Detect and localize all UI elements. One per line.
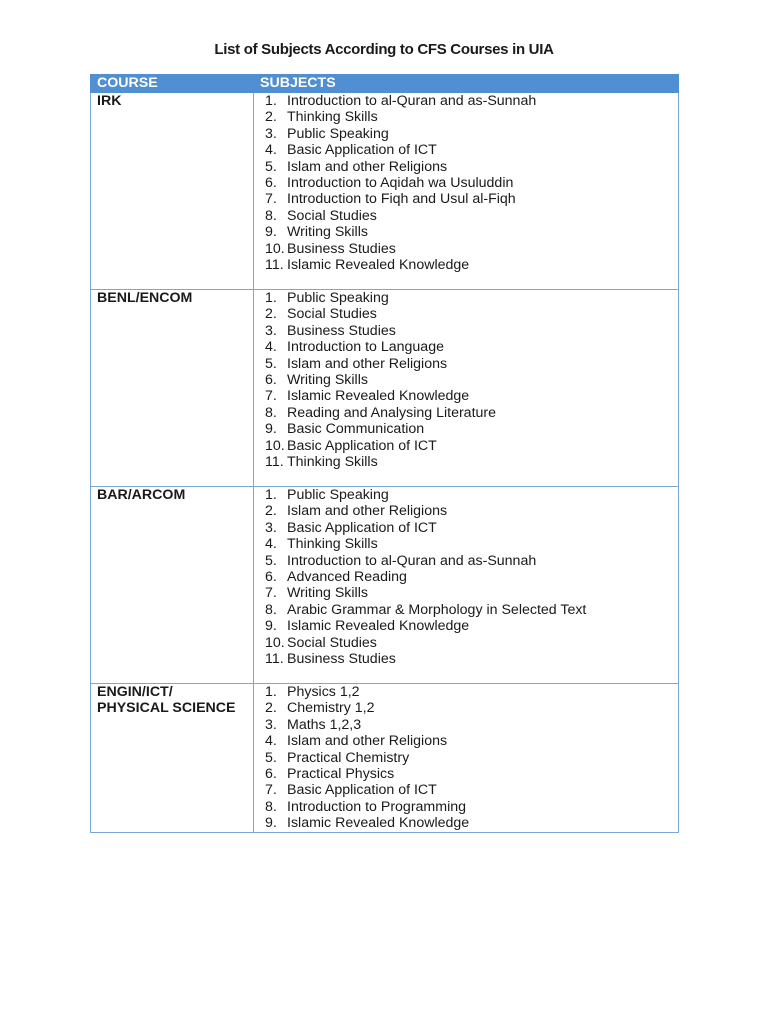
list-item-number: 1. [265,684,277,700]
list-item [265,733,678,749]
subject-name: Introduction to al-Quran and as-Sunnah [287,93,537,109]
subject-name: Islamic Revealed Knowledge [287,388,470,405]
subject-name: Islam and other Religions [287,503,448,520]
list-item-number: 8. [265,798,277,815]
list-item [265,93,678,109]
list-item-number: 3. [265,322,277,339]
list-item-number: 8. [265,404,277,421]
list-item [265,766,678,782]
list-item [265,700,678,716]
subject-name: Introduction to Language [287,339,444,356]
subject-name: Introduction to al-Quran and as-Sunnah [287,552,537,569]
list-item [265,339,678,355]
subjects-cell [254,487,679,684]
list-item-number: 5. [265,749,277,766]
list-item [265,191,678,207]
list-item [265,290,678,306]
list-item-number: 1. [265,93,277,109]
list-item [265,569,678,585]
list-item-number: 9. [265,815,277,832]
subject-name: Advanced Reading [287,568,407,585]
subject-name: Business Studies [287,650,396,667]
course-name: BAR/ARCOM [91,487,254,684]
document-title: List of Subjects According to CFS Courses in UIA [214,41,554,58]
list-item-number: 5. [265,355,277,372]
table-row [91,290,679,487]
list-item-number: 6. [265,568,277,585]
subject-name: Basic Application of ICT [287,519,437,536]
list-item [265,388,678,404]
list-item [265,208,678,224]
subject-name: Practical Physics [287,765,395,782]
subject-name: Social Studies [287,207,377,224]
list-item-number: 9. [265,618,277,635]
list-item-number: 10. [265,240,285,257]
subject-name: Thinking Skills [287,109,378,126]
subject-name: Practical Chemistry [287,749,410,766]
subject-name: Maths 1,2,3 [287,716,362,733]
list-item-number: 3. [265,125,277,142]
subject-name: Basic Application of ICT [287,437,437,454]
header-subjects: SUBJECTS [254,75,679,93]
list-item [265,372,678,388]
subject-name: Thinking Skills [287,453,378,470]
list-item-number: 1. [265,487,277,503]
subject-name: Islam and other Religions [287,158,448,175]
list-item-number: 10. [265,634,285,651]
subject-name: Writing Skills [287,371,368,388]
subjects-cell [254,290,679,487]
list-item [265,503,678,519]
subject-name: Business Studies [287,322,396,339]
subject-name: Islamic Revealed Knowledge [287,815,470,832]
subject-name: Reading and Analysing Literature [287,404,497,421]
list-item-number: 2. [265,306,277,323]
list-item-number: 7. [265,388,277,405]
list-item [265,257,678,273]
list-item [265,142,678,158]
subjects-cell [254,93,679,290]
list-item [265,421,678,437]
subject-name: Public Speaking [287,125,389,142]
list-item-number: 1. [265,290,277,306]
header-course: COURSE [91,75,254,93]
subjects-table [90,74,679,833]
subject-name: Islamic Revealed Knowledge [287,618,470,635]
list-item-number: 6. [265,174,277,191]
subject-name: Basic Communication [287,421,425,438]
list-item [265,553,678,569]
subject-name: Writing Skills [287,224,368,241]
list-item-number: 6. [265,765,277,782]
list-item-number: 7. [265,585,277,602]
list-item [265,717,678,733]
list-item-number: 11. [265,650,284,667]
subject-list [265,487,678,667]
subject-name: Basic Application of ICT [287,142,437,159]
subject-name: Social Studies [287,634,377,651]
list-item [265,487,678,503]
list-item [265,175,678,191]
list-item [265,454,678,470]
subject-name: Islam and other Religions [287,355,448,372]
list-item [265,405,678,421]
list-item [265,815,678,831]
subject-name: Islamic Revealed Knowledge [287,256,470,273]
table-header-row [91,75,679,93]
list-item [265,585,678,601]
list-item [265,323,678,339]
course-name: IRK [91,93,254,290]
list-item [265,799,678,815]
list-item-number: 9. [265,421,277,438]
subject-name: Thinking Skills [287,536,378,553]
course-name: ENGIN/ICT/ PHYSICAL SCIENCE [91,684,254,833]
list-item [265,159,678,175]
subject-name: Public Speaking [287,487,389,503]
list-item-number: 4. [265,339,277,356]
subject-name: Social Studies [287,306,377,323]
subject-name: Physics 1,2 [287,684,360,700]
subject-name: Public Speaking [287,290,389,306]
list-item-number: 5. [265,158,277,175]
list-item [265,684,678,700]
subject-name: Introduction to Programming [287,798,467,815]
list-item [265,356,678,372]
list-item-number: 5. [265,552,277,569]
list-item [265,635,678,651]
subject-name: Basic Application of ICT [287,782,437,799]
list-item-number: 6. [265,371,277,388]
course-name: BENL/ENCOM [91,290,254,487]
subject-list [265,93,678,273]
list-item-number: 4. [265,536,277,553]
table-row [91,487,679,684]
list-item-number: 11. [265,453,284,470]
list-item [265,536,678,552]
list-item [265,618,678,634]
list-item [265,651,678,667]
list-item-number: 9. [265,224,277,241]
list-item-number: 4. [265,142,277,159]
subject-name: Business Studies [287,240,396,257]
list-item-number: 3. [265,716,277,733]
list-item-number: 4. [265,733,277,750]
subject-list [265,684,678,832]
list-item [265,750,678,766]
subject-name: Introduction to Aqidah wa Usuluddin [287,174,514,191]
subject-name: Arabic Grammar & Morphology in Selected Text [287,601,587,618]
list-item [265,126,678,142]
list-item [265,224,678,240]
list-item [265,782,678,798]
list-item [265,438,678,454]
list-item [265,520,678,536]
subject-name: Chemistry 1,2 [287,700,375,717]
list-item-number: 2. [265,700,277,717]
subject-name: Writing Skills [287,585,368,602]
list-item-number: 7. [265,191,277,208]
table-row [91,93,679,290]
list-item [265,306,678,322]
list-item-number: 8. [265,207,277,224]
list-item-number: 3. [265,519,277,536]
subjects-cell [254,684,679,833]
list-item [265,241,678,257]
list-item-number: 11. [265,256,284,273]
subject-name: Islam and other Religions [287,733,448,750]
list-item-number: 10. [265,437,285,454]
list-item [265,602,678,618]
table-row [91,684,679,833]
subject-name: Introduction to Fiqh and Usul al-Fiqh [287,191,516,208]
list-item-number: 2. [265,503,277,520]
list-item-number: 7. [265,782,277,799]
subject-list [265,290,678,470]
list-item-number: 8. [265,601,277,618]
list-item [265,109,678,125]
list-item-number: 2. [265,109,277,126]
